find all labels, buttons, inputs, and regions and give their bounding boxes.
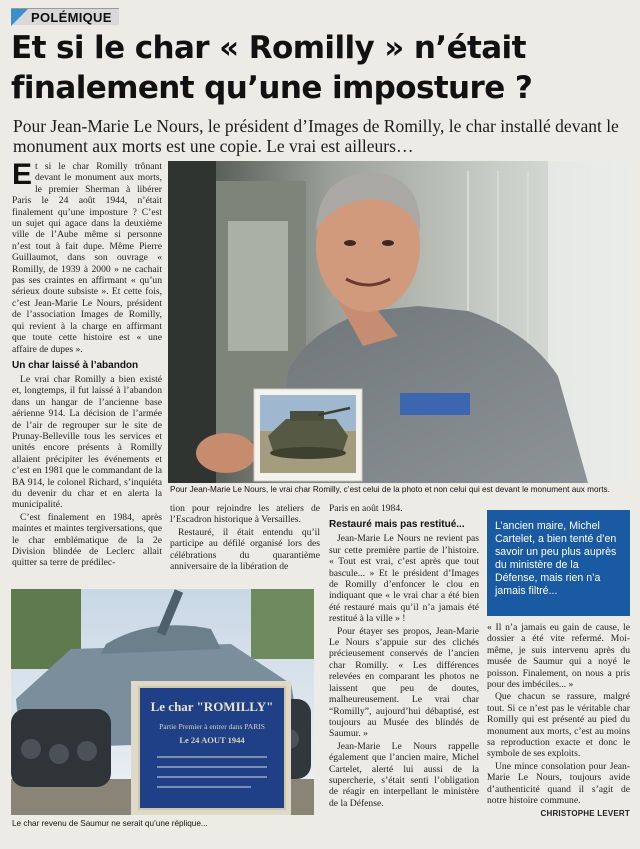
- text-column-4: [487, 622, 630, 819]
- plaque-line-2: Le 24 AOUT 1944: [179, 735, 245, 745]
- tank-photo-illustration: [11, 589, 314, 815]
- tank-caption: Le char revenu de Saumur ne serait qu’une réplique...: [12, 819, 208, 828]
- text-column-2: [170, 503, 320, 573]
- portrait-photo-illustration: [168, 161, 631, 483]
- section-rubric: [11, 8, 119, 25]
- paragraph-quote: « Il n’a jamais eu gain de cause, le dossier a été vite refermé. Moi-même, je suis intervenu après du musée de Saumur qui a noyé le poisson. Finalement, on nous a pris pour des imbéciles... »: [487, 622, 630, 691]
- portrait-photo: [168, 161, 631, 483]
- rubric-triangle-icon: [11, 9, 28, 26]
- paragraph-consolation: Une mince consolation pour Jean-Marie Le Nours, toujours avide d’authenticité quand il s’agit de notre histoire commune.: [487, 760, 630, 807]
- paragraph-restaure: Restauré, il était entendu qu’il participe au défilé organisé lors des célébrations du quarantième anniversaire de la libération de: [170, 526, 320, 573]
- article-headline: Et si le char « Romilly » n’était finalement qu’une imposture ?: [11, 30, 533, 106]
- paragraph-1984: C’est finalement en 1984, après maintes et maintes tergiversations, que le char emblématique de la 2e Division blindée de Leclerc allait quitter sa terre de prédilec-: [12, 511, 162, 569]
- paragraph-intro: t si le char Romilly trônant devant le monument aux morts, le premier Sherman à libérer Paris le 24 août 1944, n’était finalement qu’une imposture ? C’est un sujet qui agace dans la deuxième ville de l’Aube même si personne n’est tout à fait dupe. Même Pierre Guillaumot, dans son ouvrage « Romilly, de 1939 à 2000 » ne cachait pas ses craintes en affirmant « qu’un sérieux doute subsiste ». Et cette fois, c’est Jean-Marie Le Nours, président de l’association Images de Romilly, qui revient à la charge en affirmant que toute cette histoire est « une affaire de dupes ».: [12, 161, 162, 355]
- drop-cap: E: [12, 158, 33, 191]
- tank-photo: [11, 589, 314, 815]
- pull-quote-box: [487, 510, 630, 616]
- paragraph-paris-1984: Paris en août 1984.: [329, 503, 403, 514]
- author-signature: CHRISTOPHE LEVERT: [540, 808, 630, 818]
- paragraph-reassurance: Que chacun se rassure, malgré tout. Si ce n’est pas le véritable char Romilly qui est présenté au pied du monument aux morts, c’est au moins sa reproduction exacte et donc le symbole de ses exploits.: [487, 691, 630, 760]
- paragraph-abandon: Le vrai char Romilly a bien existé et, longtemps, il fut laissé à l’abandon dans un hangar de l’ancienne base aérienne 914. La décision de l’armée de l’air de regrouper sur le site de Prunay-Belleville tous les services et unités encore présents à Romilly allaient précipiter les événements et c’est en 1981 que le commandant de la BA 914, le colonel Richard, s’inquiéta du devenir du char et en alerta la municipalité.: [12, 373, 162, 511]
- text-column-1: [12, 158, 162, 570]
- portrait-caption: Pour Jean-Marie Le Nours, le vrai char Romilly, c’est celui de la photo et non celui qui est devant le monument aux morts.: [170, 485, 610, 494]
- paragraph-versailles: tion pour rejoindre les ateliers de l’Escadron historique à Versailles.: [170, 503, 320, 526]
- plaque-line-1: Partie Premier à entrer dans PARIS: [159, 722, 265, 731]
- paragraph-cartelet: Jean-Marie Le Nours rappelle également que l’ancien maire, Michel Cartelet, alerté lui aussi de la supercherie, s’était senti l’obligation de réagir en interpellant le ministère de la Défense.: [329, 740, 479, 809]
- rubric-label: POLÉMIQUE: [31, 10, 112, 25]
- text-column-3: [329, 503, 479, 810]
- subheading-restitue: Restauré mais pas restitué...: [329, 519, 465, 531]
- subheading-abandon: Un char laissé à l’abandon: [12, 359, 139, 371]
- article-standfirst: Pour Jean-Marie Le Nours, le président d’Images de Romilly, le char installé devant le monument aux morts est une copie. Le vrai est ailleurs…: [13, 116, 619, 156]
- paragraph-cliches: Pour étayer ses propos, Jean-Marie Le Nours s’appuie sur des clichés précieusement conservés de l’ancien char Romilly. « Les différences relevées en comparant les photos ne laissent que peu de doutes, malheureusement. Le vrai char “Romilly”, aujourd’hui débaptisé, est toujours au Musée des blindés de Saumur. »: [329, 625, 479, 740]
- paragraph-histoire: Jean-Marie Le Nours ne revient pas sur cette première partie de l’histoire. « Tout est vrai, c’est après que tout bascule... » Et le président d’Images de Romilly d’enfoncer le clou en indiquant que « le vrai char a été bien été restauré mais qu’il n’a jamais été restitué à la ville » !: [329, 533, 479, 625]
- plaque-title: Le char "ROMILLY": [150, 699, 274, 714]
- pull-quote-text: L’ancien maire, Michel Cartelet, a bien tenté d’en savoir un peu plus auprès du ministère de la Défense, mais rien n’a jamais filtré...: [495, 520, 617, 597]
